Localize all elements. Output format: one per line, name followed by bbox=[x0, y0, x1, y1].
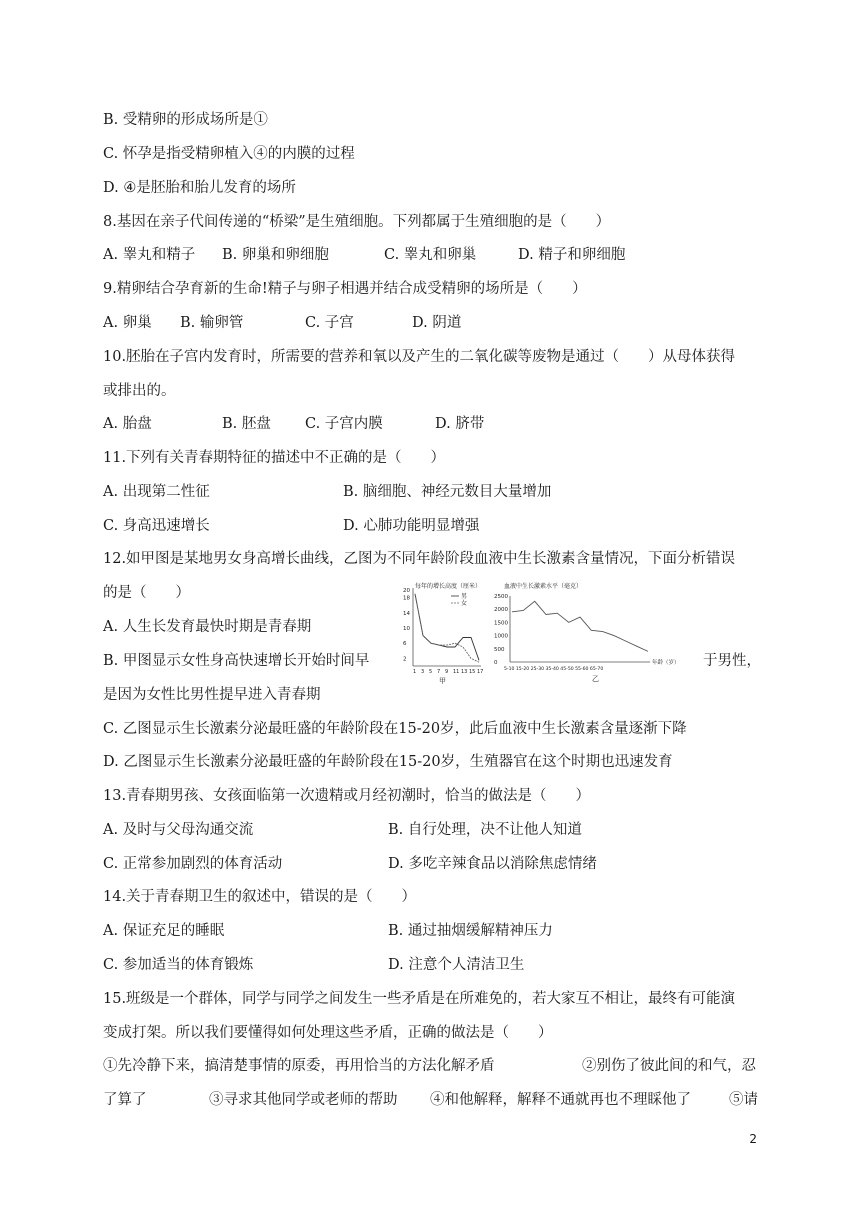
question-10-stem-cont: 或排出的。 bbox=[103, 383, 176, 399]
chart-jia-x-tick-label: 11 bbox=[453, 669, 460, 675]
chart-jia-x-tick-label: 7 bbox=[437, 669, 441, 675]
option-a: A. 出现第二性征 bbox=[103, 484, 210, 500]
option-b: B. 通过抽烟缓解精神压力 bbox=[388, 923, 553, 939]
chart-yi-title: 血液中生长激素水平（毫克） bbox=[504, 583, 583, 590]
question-12-stem-cont: 的是（ ） bbox=[103, 585, 190, 601]
question-12-stem: 12.如甲图是某地男女身高增长曲线，乙图为不同年龄阶段血液中生长激素含量情况，下面分析错误 bbox=[103, 551, 736, 567]
chart-yi-y-tick-label: 2500 bbox=[494, 594, 508, 600]
option-d: D. 阴道 bbox=[412, 315, 462, 331]
option-d: D. 脐带 bbox=[435, 416, 485, 432]
option-b: B. 输卵管 bbox=[180, 315, 244, 331]
chart-jia-y-tick-label: 6 bbox=[403, 641, 407, 648]
question-15-item-5: ⑤请 bbox=[729, 1092, 758, 1108]
chart-jia-series-line bbox=[415, 594, 479, 661]
chart-yi-y-tick-label: 2000 bbox=[494, 607, 508, 614]
question-15-stem-cont: 变成打架。所以我们要懂得如何处理这些矛盾，正确的做法是（ ） bbox=[103, 1025, 553, 1041]
chart-jia-y-tick-label: 10 bbox=[403, 626, 410, 632]
figure-svg bbox=[393, 582, 689, 686]
question-7-option-b: B. 受精卵的形成场所是① bbox=[103, 112, 268, 128]
option-a: A. 睾丸和精子 bbox=[103, 247, 196, 263]
question-7-option-c: C. 怀孕是指受精卵植入④的内膜的过程 bbox=[103, 146, 355, 162]
chart-jia-x-tick-label: 3 bbox=[421, 669, 425, 675]
question-12-option-b-left: B. 甲图显示女性身高快速增长开始时间早 bbox=[103, 653, 370, 669]
chart-yi-series-line bbox=[512, 601, 648, 651]
option-c: C. 子宫 bbox=[305, 315, 354, 331]
question-12-option-c: C. 乙图显示生长激素分泌最旺盛的年龄阶段在15-20岁，此后血液中生长激素含量逐渐下降 bbox=[103, 721, 687, 737]
option-c: C. 身高迅速增长 bbox=[103, 518, 210, 534]
question-15-item-3: ③寻求其他同学或老师的帮助 bbox=[209, 1092, 398, 1108]
chart-jia-x-tick-label: 1 bbox=[413, 669, 417, 675]
question-10-stem: 10.胚胎在子宫内发育时，所需要的营养和氧以及产生的二氧化碳等废物是通过（ ）从母体获得 bbox=[103, 349, 736, 365]
legend-label-female: 女 bbox=[461, 600, 468, 607]
chart-jia-y-tick-label: 18 bbox=[403, 595, 410, 602]
chart-yi-xlabel: 年龄（岁） bbox=[652, 660, 680, 666]
question-12-option-a: A. 人生长发育最快时期是青春期 bbox=[103, 619, 312, 635]
chart-jia-y-tick-label: 20 bbox=[403, 588, 410, 594]
option-c: C. 正常参加剧烈的体育活动 bbox=[103, 856, 283, 872]
option-c: C. 参加适当的体育锻炼 bbox=[103, 957, 254, 973]
question-15-item-2: ②别伤了彼此间的和气，忍 bbox=[582, 1058, 756, 1074]
chart-yi-y-tick-label: 1000 bbox=[494, 633, 508, 640]
option-b: B. 胚盘 bbox=[222, 416, 271, 432]
chart-jia-title: 每年的增长高度（厘米） bbox=[415, 583, 482, 590]
option-a: A. 卵巢 bbox=[103, 315, 152, 331]
chart-jia-x-tick-label: 13 bbox=[461, 669, 468, 675]
chart-jia-x-tick-label: 9 bbox=[445, 669, 449, 675]
chart-jia-caption: 甲 bbox=[439, 677, 446, 685]
chart-jia-x-tick-label: 5 bbox=[429, 669, 433, 675]
chart-yi-caption: 乙 bbox=[592, 675, 599, 683]
option-d: D. 精子和卵细胞 bbox=[518, 247, 626, 263]
chart-jia-x-tick-label: 17 bbox=[477, 669, 484, 675]
chart-jia-x-tick-label: 15 bbox=[469, 669, 476, 675]
question-15-item-1: ①先冷静下来，搞清楚事情的原委，再用恰当的方法化解矛盾 bbox=[103, 1058, 495, 1074]
question-15-item-4: ④和他解释，解释不通就再也不理睬他了 bbox=[430, 1092, 691, 1108]
chart-yi-y-tick-label: 0 bbox=[494, 660, 498, 666]
option-c: C. 睾丸和卵巢 bbox=[384, 247, 477, 263]
option-b: B. 卵巢和卵细胞 bbox=[222, 247, 329, 263]
chart-yi-y-tick-label: 500 bbox=[494, 646, 505, 653]
chart-yi bbox=[494, 582, 680, 683]
option-a: A. 胎盘 bbox=[103, 416, 152, 432]
legend-label-male: 男 bbox=[461, 593, 468, 600]
question-11-stem: 11.下列有关青春期特征的描述中不正确的是（ ） bbox=[103, 450, 446, 466]
option-b: B. 自行处理，决不让他人知道 bbox=[388, 822, 582, 838]
option-d: D. 多吃辛辣食品以消除焦虑情绪 bbox=[388, 856, 597, 872]
option-a: A. 保证充足的睡眠 bbox=[103, 923, 225, 939]
question-9-stem: 9.精卵结合孕育新的生命!精子与卵子相遇并结合成受精卵的场所是（ ） bbox=[103, 281, 587, 297]
chart-yi-x-tick-labels: 5-10 15-20 25-30 35-40 45-50 55-60 65-70 bbox=[504, 667, 604, 672]
question-12-option-b-cont: 是因为女性比男性提早进入青春期 bbox=[103, 687, 321, 703]
question-13-stem: 13.青春期男孩、女孩面临第一次遗精或月经初潮时，恰当的做法是（ ） bbox=[103, 788, 591, 804]
chart-yi-y-tick-label: 1500 bbox=[494, 620, 508, 627]
question-12-option-b-right: 于男性， bbox=[703, 653, 761, 669]
question-8-stem: 8.基因在亲子代间传递的“桥梁”是生殖细胞。下列都属于生殖细胞的是（ ） bbox=[103, 214, 611, 230]
question-15-item-2-cont: 了算了 bbox=[103, 1092, 147, 1108]
option-a: A. 及时与父母沟通交流 bbox=[103, 822, 254, 838]
option-c: C. 子宫内膜 bbox=[305, 416, 383, 432]
option-d: D. 心肺功能明显增强 bbox=[343, 518, 480, 534]
question-15-stem: 15.班级是一个群体，同学与同学之间发生一些矛盾是在所难免的，若大家互不相让，最终有可能演 bbox=[103, 991, 736, 1007]
question-12-option-d: D. 乙图显示生长激素分泌最旺盛的年龄阶段在15-20岁，生殖器官在这个时期也迅速发育 bbox=[103, 754, 673, 770]
question-7-option-d: D. ④是胚胎和胎儿发育的场所 bbox=[103, 180, 296, 196]
chart-jia-series-line bbox=[415, 594, 479, 662]
option-b: B. 脑细胞、神经元数目大量增加 bbox=[343, 484, 552, 500]
chart-jia-y-tick-label: 14 bbox=[403, 610, 410, 617]
chart-jia-y-tick-label: 2 bbox=[403, 656, 407, 663]
question-12-figures bbox=[393, 582, 689, 686]
page-number: 2 bbox=[749, 1132, 757, 1146]
chart-jia bbox=[403, 582, 483, 685]
option-d: D. 注意个人清洁卫生 bbox=[388, 957, 525, 973]
question-14-stem: 14.关于青春期卫生的叙述中，错误的是（ ） bbox=[103, 889, 417, 905]
